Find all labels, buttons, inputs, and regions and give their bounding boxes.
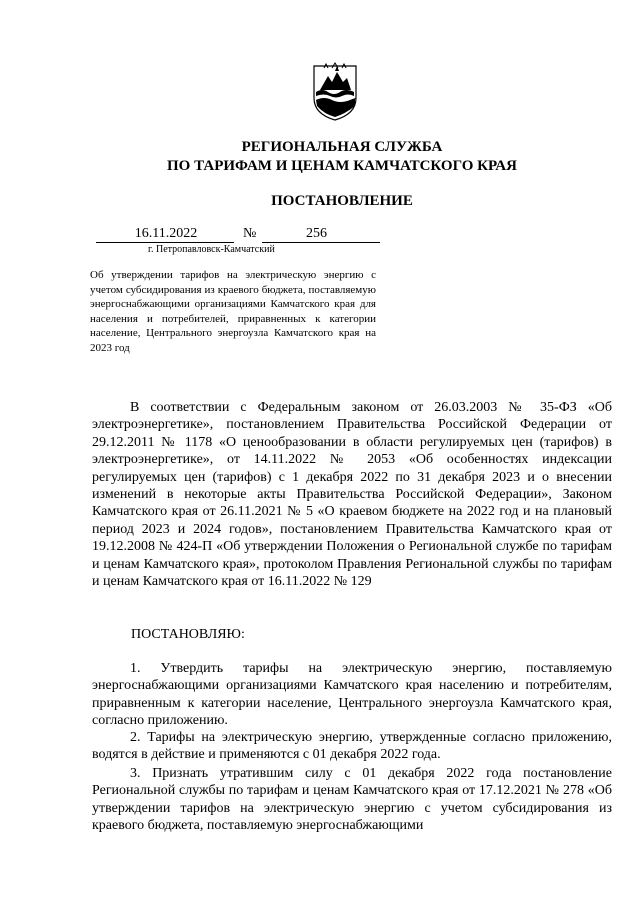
number-underline xyxy=(262,242,380,243)
issue-city: г. Петропавловск-Камчатский xyxy=(148,244,275,255)
kamchatka-coat-of-arms-icon xyxy=(310,62,360,122)
item-3-paragraph: 3. Признать утратившим силу с 01 декабря 2022 года постановление Региональной службы по тарифам и ценам Камчатского края от 17.12.2021 № 278 «Об утверждении тарифов на электрическую энергию с учетом субсидирования из краевого бюджета, поставляемую энергоснабжающими xyxy=(92,766,612,834)
date-underline xyxy=(96,242,234,243)
preamble-paragraph: В соответствии с Федеральным законом от 26.03.2003 № 35-ФЗ «Об электроэнергетике», постановлением Правительства Российской Федерации от 29.12.2011 № 1178 «О ценообразовании в области регулируемых цен (тарифов) в электроэнергетике», от 14.11.2022 № 2053 «Об особенностях индексации регулируемых цен (тарифов) с 1 декабря 2022 по 31 декабря 2023 и о внесении изменений в некоторые акты Правительства Российской Федерации», Законом Камчатского края от 26.11.2021 № 5 «О краевом бюджете на 2022 год и на плановый период 2023 и 2024 годов», постановлением Правительства Камчатского края от 19.12.2008 № 424-П «Об утверждении Положения о Региональной службе по тарифам и ценам Камчатского края», протоколом Правления Региональной службы по тарифам и ценам Камчатского края от 16.11.2022 № 129 xyxy=(92,400,612,590)
document-subject: Об утверждении тарифов на электрическую энергию с учетом субсидирования из краевого бюджета, поставляемую энергоснабжающими организациями Камчатского края для населения и потребителей, приравненных к категории население, Центрального энергоузла Камчатского края на 2023 год xyxy=(90,269,376,354)
document-date: 16.11.2022 xyxy=(134,226,198,241)
decree-heading: ПОСТАНОВЛЯЮ: xyxy=(131,627,245,642)
number-sign: № xyxy=(243,226,257,241)
item-1-paragraph: 1. Утвердить тарифы на электрическую энергию, поставляемую энергоснабжающими организациями Камчатского края населению и потребителям, приравненным к категории население, Центрального энергоузла Камчатского края, согласно приложению. xyxy=(92,661,612,729)
agency-name-line1: РЕГИОНАЛЬНАЯ СЛУЖБА xyxy=(241,139,443,155)
item-2-paragraph: 2. Тарифы на электрическую энергию, утвержденные согласно приложению, водятся в действие и применяются с 01 декабря 2022 года. xyxy=(92,730,612,763)
document-type: ПОСТАНОВЛЕНИЕ xyxy=(271,193,413,209)
document-number: 256 xyxy=(306,226,327,241)
agency-name-line2: ПО ТАРИФАМ И ЦЕНАМ КАМЧАТСКОГО КРАЯ xyxy=(167,158,517,174)
